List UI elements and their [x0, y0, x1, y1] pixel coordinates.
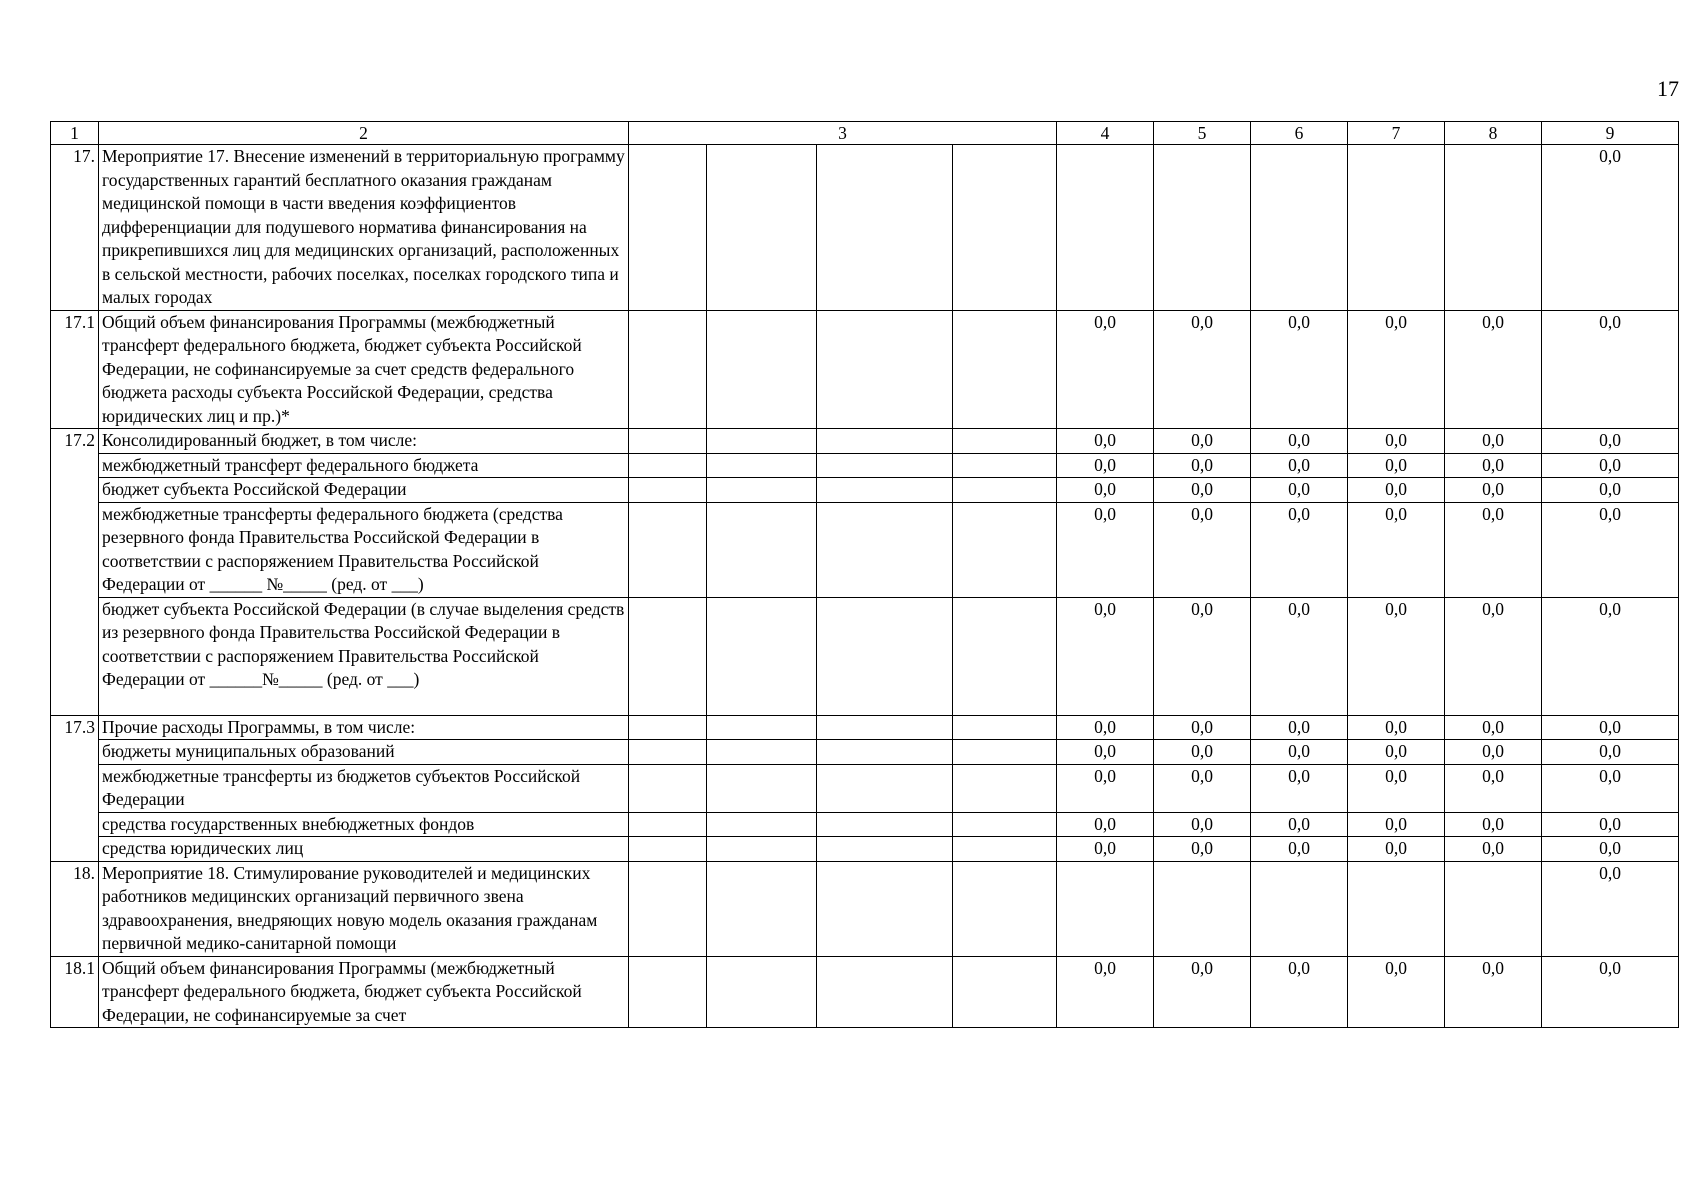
empty-cell: [629, 956, 707, 1028]
value-cell: 0,0: [1445, 502, 1542, 597]
empty-cell: [707, 145, 817, 311]
value-cell: 0,0: [1445, 597, 1542, 715]
value-cell: 0,0: [1348, 715, 1445, 740]
value-cell: 0,0: [1251, 837, 1348, 862]
table-row: [51, 145, 1679, 311]
value-cell: 0,0: [1542, 812, 1679, 837]
row-number: 17.: [51, 145, 99, 311]
empty-cell: [953, 715, 1057, 740]
value-cell: 0,0: [1445, 453, 1542, 478]
value-cell: 0,0: [1542, 837, 1679, 862]
empty-cell: [953, 453, 1057, 478]
value-cell: [1348, 145, 1445, 311]
empty-cell: [953, 812, 1057, 837]
row-name: Общий объем финансирования Программы (межбюджетный трансферт федерального бюджета, бюджет субъекта Российской Федерации, не софинансируемые за счет: [99, 956, 629, 1028]
row-name: межбюджетные трансферты из бюджетов субъектов Российской Федерации: [99, 764, 629, 812]
row-name: Консолидированный бюджет, в том числе:: [99, 429, 629, 454]
value-cell: 0,0: [1542, 715, 1679, 740]
empty-cell: [629, 429, 707, 454]
row-number: 18.: [51, 861, 99, 956]
value-cell: 0,0: [1154, 715, 1251, 740]
empty-cell: [707, 715, 817, 740]
empty-cell: [953, 837, 1057, 862]
value-cell: 0,0: [1542, 740, 1679, 765]
row-name: средства государственных внебюджетных фондов: [99, 812, 629, 837]
value-cell: 0,0: [1445, 310, 1542, 429]
value-cell: [1251, 145, 1348, 311]
value-cell: 0,0: [1445, 740, 1542, 765]
value-cell: 0,0: [1154, 429, 1251, 454]
row-name: межбюджетные трансферты федерального бюджета (средства резервного фонда Правительства Российской Федерации в соответствии с распоряжением Правительства Российской Федерации от ______ №_____ (ред. от ___): [99, 502, 629, 597]
empty-cell: [629, 453, 707, 478]
value-cell: 0,0: [1348, 478, 1445, 503]
row-number: 17.2: [51, 429, 99, 716]
value-cell: 0,0: [1445, 956, 1542, 1028]
empty-cell: [707, 597, 817, 715]
value-cell: [1251, 861, 1348, 956]
value-cell: 0,0: [1542, 502, 1679, 597]
value-cell: 0,0: [1542, 310, 1679, 429]
value-cell: 0,0: [1542, 764, 1679, 812]
empty-cell: [629, 478, 707, 503]
value-cell: 0,0: [1542, 145, 1679, 311]
empty-cell: [707, 453, 817, 478]
header-cell: 9: [1542, 122, 1679, 145]
row-name: бюджеты муниципальных образований: [99, 740, 629, 765]
value-cell: 0,0: [1251, 764, 1348, 812]
empty-cell: [953, 956, 1057, 1028]
table-row: [51, 502, 1679, 597]
empty-cell: [817, 597, 953, 715]
value-cell: [1057, 861, 1154, 956]
value-cell: 0,0: [1348, 502, 1445, 597]
value-cell: [1445, 145, 1542, 311]
value-cell: 0,0: [1057, 597, 1154, 715]
table-row: [51, 837, 1679, 862]
empty-cell: [629, 597, 707, 715]
value-cell: [1445, 861, 1542, 956]
row-name: Прочие расходы Программы, в том числе:: [99, 715, 629, 740]
empty-cell: [629, 502, 707, 597]
empty-cell: [707, 478, 817, 503]
value-cell: 0,0: [1057, 812, 1154, 837]
table-row: [51, 740, 1679, 765]
budget-table: [50, 121, 1679, 1028]
empty-cell: [629, 310, 707, 429]
value-cell: 0,0: [1057, 310, 1154, 429]
empty-cell: [707, 956, 817, 1028]
empty-cell: [629, 715, 707, 740]
empty-cell: [707, 764, 817, 812]
header-cell: 8: [1445, 122, 1542, 145]
empty-cell: [817, 837, 953, 862]
value-cell: 0,0: [1251, 956, 1348, 1028]
table-row: [51, 310, 1679, 429]
value-cell: 0,0: [1445, 812, 1542, 837]
row-name: бюджет субъекта Российской Федерации (в случае выделения средств из резервного фонда Правительства Российской Федерации в соответствии с распоряжением Правительства Российской Федерации от ______№_____ (ред. от ___): [99, 597, 629, 715]
empty-cell: [817, 764, 953, 812]
value-cell: 0,0: [1348, 597, 1445, 715]
row-number: 17.3: [51, 715, 99, 861]
value-cell: 0,0: [1154, 310, 1251, 429]
value-cell: 0,0: [1154, 740, 1251, 765]
value-cell: 0,0: [1445, 478, 1542, 503]
value-cell: 0,0: [1154, 502, 1251, 597]
header-row: [51, 122, 1679, 145]
empty-cell: [817, 715, 953, 740]
table-row: [51, 812, 1679, 837]
value-cell: 0,0: [1542, 453, 1679, 478]
value-cell: 0,0: [1154, 478, 1251, 503]
value-cell: 0,0: [1251, 502, 1348, 597]
value-cell: 0,0: [1057, 740, 1154, 765]
value-cell: 0,0: [1251, 478, 1348, 503]
empty-cell: [707, 310, 817, 429]
empty-cell: [953, 502, 1057, 597]
empty-cell: [707, 502, 817, 597]
empty-cell: [817, 453, 953, 478]
empty-cell: [817, 812, 953, 837]
empty-cell: [953, 478, 1057, 503]
header-cell: 3: [629, 122, 1057, 145]
value-cell: [1154, 861, 1251, 956]
empty-cell: [953, 310, 1057, 429]
value-cell: 0,0: [1251, 812, 1348, 837]
header-cell: 4: [1057, 122, 1154, 145]
value-cell: 0,0: [1154, 837, 1251, 862]
value-cell: 0,0: [1057, 956, 1154, 1028]
value-cell: [1348, 861, 1445, 956]
value-cell: 0,0: [1057, 764, 1154, 812]
table-row: [51, 764, 1679, 812]
row-number: 17.1: [51, 310, 99, 429]
value-cell: 0,0: [1251, 453, 1348, 478]
empty-cell: [953, 861, 1057, 956]
table-row: [51, 597, 1679, 715]
value-cell: 0,0: [1251, 429, 1348, 454]
header-cell: 5: [1154, 122, 1251, 145]
empty-cell: [629, 812, 707, 837]
value-cell: 0,0: [1057, 837, 1154, 862]
empty-cell: [629, 740, 707, 765]
empty-cell: [707, 812, 817, 837]
value-cell: 0,0: [1542, 429, 1679, 454]
value-cell: 0,0: [1348, 764, 1445, 812]
empty-cell: [817, 310, 953, 429]
table-row: [51, 715, 1679, 740]
value-cell: 0,0: [1348, 453, 1445, 478]
row-number: 18.1: [51, 956, 99, 1028]
value-cell: 0,0: [1348, 310, 1445, 429]
empty-cell: [953, 597, 1057, 715]
value-cell: 0,0: [1057, 429, 1154, 454]
empty-cell: [629, 764, 707, 812]
header-cell: 1: [51, 122, 99, 145]
empty-cell: [629, 861, 707, 956]
value-cell: 0,0: [1154, 764, 1251, 812]
row-name: межбюджетный трансферт федерального бюджета: [99, 453, 629, 478]
value-cell: 0,0: [1542, 861, 1679, 956]
value-cell: 0,0: [1154, 956, 1251, 1028]
value-cell: 0,0: [1445, 837, 1542, 862]
header-cell: 2: [99, 122, 629, 145]
empty-cell: [953, 429, 1057, 454]
value-cell: 0,0: [1154, 453, 1251, 478]
row-name: средства юридических лиц: [99, 837, 629, 862]
empty-cell: [817, 429, 953, 454]
value-cell: 0,0: [1057, 478, 1154, 503]
value-cell: 0,0: [1348, 837, 1445, 862]
empty-cell: [707, 740, 817, 765]
table-row: [51, 861, 1679, 956]
value-cell: 0,0: [1348, 429, 1445, 454]
value-cell: 0,0: [1057, 715, 1154, 740]
value-cell: [1154, 145, 1251, 311]
value-cell: 0,0: [1542, 478, 1679, 503]
value-cell: [1057, 145, 1154, 311]
value-cell: 0,0: [1542, 956, 1679, 1028]
empty-cell: [817, 956, 953, 1028]
value-cell: 0,0: [1154, 597, 1251, 715]
table-row: [51, 956, 1679, 1028]
value-cell: 0,0: [1348, 740, 1445, 765]
value-cell: 0,0: [1251, 597, 1348, 715]
empty-cell: [629, 145, 707, 311]
empty-cell: [817, 740, 953, 765]
empty-cell: [953, 740, 1057, 765]
empty-cell: [817, 861, 953, 956]
value-cell: 0,0: [1251, 715, 1348, 740]
empty-cell: [707, 861, 817, 956]
table-row: [51, 478, 1679, 503]
row-name: Общий объем финансирования Программы (межбюджетный трансферт федерального бюджета, бюджет субъекта Российской Федерации, не софинансируемые за счет средств федерального бюджета расходы субъекта Российской Федерации, средства юридических лиц и пр.)*: [99, 310, 629, 429]
value-cell: 0,0: [1154, 812, 1251, 837]
row-name: Мероприятие 18. Стимулирование руководителей и медицинских работников медицинских организаций первичного звена здравоохранения, внедряющих новую модель оказания гражданам первичной медико-санитарной помощи: [99, 861, 629, 956]
empty-cell: [817, 145, 953, 311]
value-cell: 0,0: [1057, 453, 1154, 478]
page-number: 17: [1657, 76, 1679, 101]
value-cell: 0,0: [1251, 310, 1348, 429]
empty-cell: [629, 837, 707, 862]
value-cell: 0,0: [1445, 715, 1542, 740]
empty-cell: [953, 764, 1057, 812]
empty-cell: [953, 145, 1057, 311]
value-cell: 0,0: [1251, 740, 1348, 765]
empty-cell: [817, 478, 953, 503]
empty-cell: [707, 429, 817, 454]
row-name: бюджет субъекта Российской Федерации: [99, 478, 629, 503]
value-cell: 0,0: [1057, 502, 1154, 597]
value-cell: 0,0: [1348, 812, 1445, 837]
empty-cell: [707, 837, 817, 862]
table-row: [51, 453, 1679, 478]
header-cell: 7: [1348, 122, 1445, 145]
value-cell: 0,0: [1445, 429, 1542, 454]
header-cell: 6: [1251, 122, 1348, 145]
value-cell: 0,0: [1348, 956, 1445, 1028]
value-cell: 0,0: [1542, 597, 1679, 715]
row-name: Мероприятие 17. Внесение изменений в территориальную программу государственных гарантий бесплатного оказания гражданам медицинской помощи в части введения коэффициентов дифференциации для подушевого норматива финансирования на прикрепившихся лиц для медицинских организаций, расположенных в сельской местности, рабочих поселках, поселках городского типа и малых городах: [99, 145, 629, 311]
value-cell: 0,0: [1445, 764, 1542, 812]
table-row: [51, 429, 1679, 454]
empty-cell: [817, 502, 953, 597]
